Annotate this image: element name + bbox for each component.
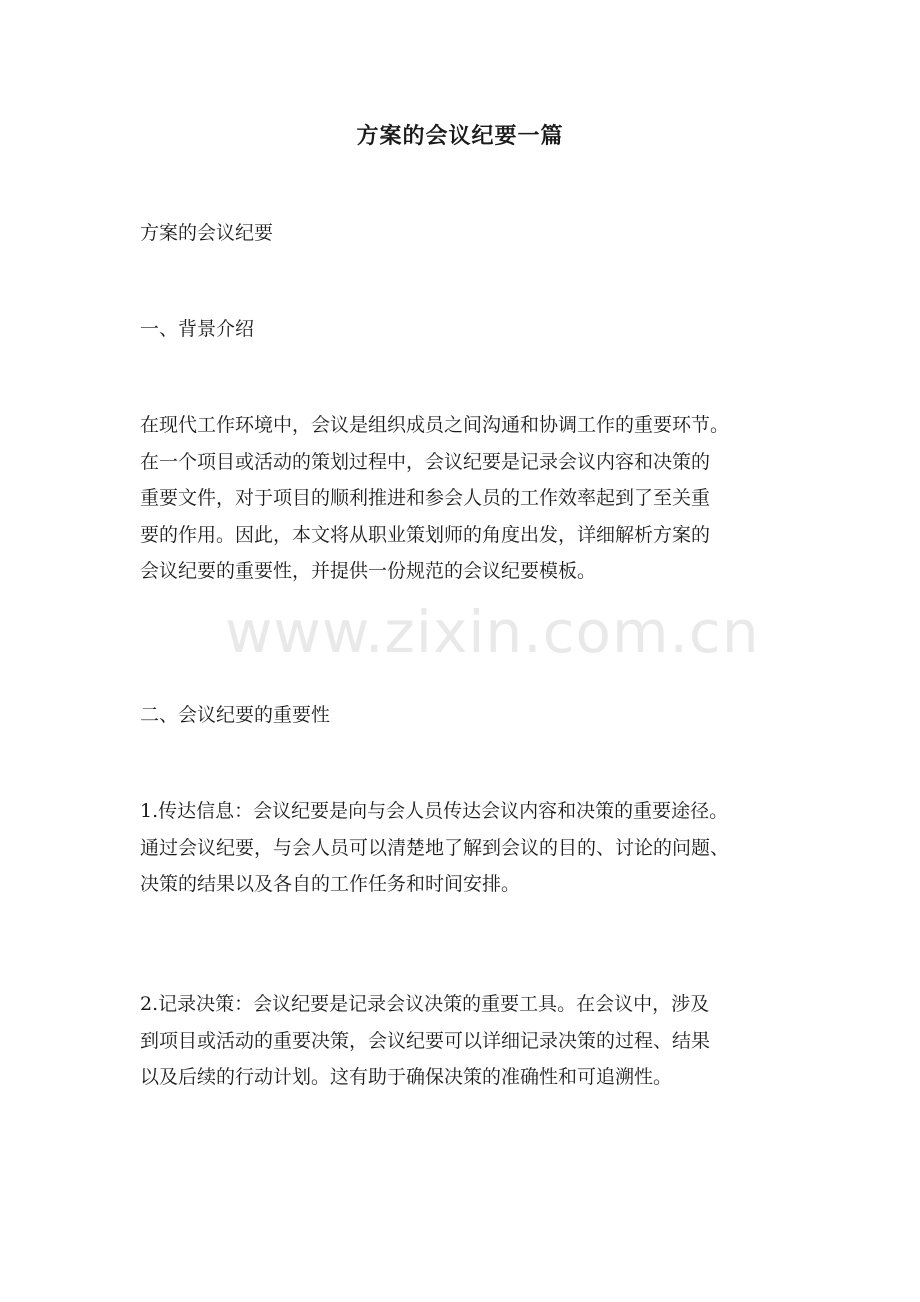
paragraph-line: 2.记录决策：会议纪要是记录会议决策的重要工具。在会议中，涉及	[140, 993, 710, 1015]
paragraph-line: 重要文件，对于项目的顺利推进和参会人员的工作效率起到了至关重	[140, 487, 711, 509]
paragraph-line: 在现代工作环境中，会议是组织成员之间沟通和协调工作的重要环节。	[140, 414, 730, 436]
paragraph-line: 要的作用。因此，本文将从职业策划师的角度出发，详细解析方案的	[140, 523, 711, 546]
subtitle-text: 方案的会议纪要	[140, 222, 274, 244]
section1-paragraph	[140, 407, 800, 590]
paragraph-line: 决策的结果以及各自的工作任务和时间安排。	[140, 873, 521, 895]
section2-item1-paragraph	[140, 793, 800, 903]
section1-heading: 一、背景介绍	[140, 318, 255, 340]
document-title: 方案的会议纪要一篇	[356, 123, 564, 149]
section2-item2-paragraph	[140, 986, 800, 1096]
paragraph-line: 1.传达信息：会议纪要是向与会人员传达会议内容和决策的重要途径。	[140, 800, 729, 822]
section2-heading: 二、会议纪要的重要性	[140, 704, 331, 726]
watermark-text: www.zixin.com.cn	[225, 598, 760, 666]
paragraph-line: 到项目或活动的重要决策，会议纪要可以详细记录决策的过程、结果	[140, 1029, 711, 1052]
paragraph-line: 以及后续的行动计划。这有助于确保决策的准确性和可追溯性。	[140, 1066, 673, 1088]
paragraph-line: 在一个项目或活动的策划过程中，会议纪要是记录会议内容和决策的	[140, 450, 711, 473]
section-heading-background	[140, 311, 800, 348]
paragraph-line: 通过会议纪要，与会人员可以清楚地了解到会议的目的、讨论的问题、	[140, 836, 730, 859]
paragraph-line: 会议纪要的重要性，并提供一份规范的会议纪要模板。	[140, 560, 597, 582]
document-subtitle	[140, 215, 800, 252]
section-heading-importance	[140, 697, 800, 734]
